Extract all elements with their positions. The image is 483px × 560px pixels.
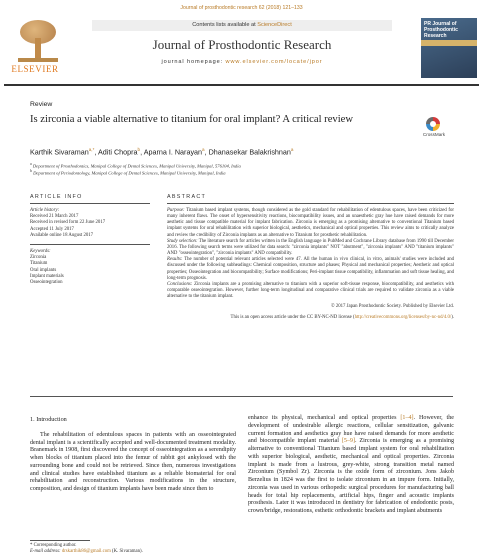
history-label: Article history: <box>30 208 60 213</box>
reference-link[interactable]: [5–9] <box>341 438 356 445</box>
contents-prefix: Contents lists available at <box>192 22 258 28</box>
history-item: Available online 18 August 2017 <box>30 232 94 238</box>
abstract-results-label: Results: <box>167 257 183 263</box>
keywords-label: Keywords: <box>30 249 51 255</box>
keywords-rule <box>30 244 150 245</box>
crossmark-icon <box>426 117 440 131</box>
journal-citation[interactable]: Journal of prosthodontic research 62 (2018) 121–133 <box>180 5 303 11</box>
affiliation-marker: b <box>30 169 32 173</box>
cover-title: PR Journal of Prosthodontic Research <box>424 21 458 39</box>
author-affiliation-marker[interactable]: a <box>290 147 294 152</box>
journal-masthead <box>0 16 483 78</box>
abstract-conclusions-text: Zirconia implants are a promising alternative to titanium with a superior soft-tissue response, biocompatibility, and aesthetics with comparable osseointegration. However, further long-term longitudinal and comparative clinical trials are required to validate zirconia as a viable alternative to the titanium implant. <box>167 281 454 300</box>
email-label: E-mail address: <box>30 549 62 554</box>
author-name[interactable]: Karthik Sivaraman <box>30 147 89 157</box>
abstract-body <box>167 208 454 321</box>
keyword: Titanium <box>30 261 48 267</box>
affiliation-text: Department of Periodontology, Manipal College of Dental Sciences, Manipal University, Manipal, India <box>33 170 226 176</box>
abstract-results <box>167 257 454 282</box>
body-paragraph <box>248 415 454 516</box>
article-type: Review <box>30 101 53 108</box>
footnote <box>30 543 143 555</box>
abstract-purpose <box>167 208 454 239</box>
author-name[interactable]: Aditi Chopra <box>97 147 138 157</box>
reference-link[interactable]: [1–4] <box>400 415 414 421</box>
history-item: Received in revised form 22 June 2017 <box>30 220 106 226</box>
journal-cover-thumbnail[interactable] <box>421 18 477 78</box>
author-name[interactable]: Aparna I. Narayan <box>143 147 203 157</box>
contents-line <box>92 20 392 31</box>
article-info <box>30 208 150 286</box>
elsevier-logo[interactable] <box>4 18 66 76</box>
email-line <box>30 549 143 555</box>
abstract-study-label: Study selection: <box>167 238 198 244</box>
body-text: . However, the development of undesirable allergic reactions, cellular sensitization, galvanic current formation and aesthetics gray hue have raised demands for more aesthetic and biocompatible implant material <box>248 415 454 445</box>
article-title: Is zirconia a viable alternative to titanium for oral implant? A critical review <box>30 114 353 125</box>
author-affiliation-marker[interactable]: b <box>137 147 141 152</box>
abstract-bottom-rule <box>30 396 453 397</box>
elsevier-tree-icon <box>18 20 58 62</box>
elsevier-wordmark: ELSEVIER <box>11 64 59 74</box>
abstract-conclusions-label: Conclusions: <box>167 281 193 287</box>
sciencedirect-link[interactable]: ScienceDirect <box>257 22 292 28</box>
article-info-rule <box>30 203 150 204</box>
license-notice <box>167 315 454 321</box>
homepage-link[interactable]: www.elsevier.com/locate/jpor <box>225 59 323 65</box>
abstract-study-selection <box>167 239 454 257</box>
email-suffix: (K. Sivaraman). <box>110 549 143 554</box>
masthead-divider <box>4 84 479 86</box>
abstract-results-text: The number of potential relevant articles selected were 47. All the human in vivo clinical, in vitro, animals' studies were included and discussed under the following subheadings: Chemical composition, structure and phases; Physical and mechanical properties; Aesthetic and optical properties; Osseointegration and biocompatibility; Surface modifications; Peri-implant tissue compatibility, inflammation and soft tissue healing, and long-term prognosis. <box>167 257 454 281</box>
footnote-rule <box>30 540 90 541</box>
body-left-column <box>30 416 236 494</box>
homepage-prefix: journal homepage: <box>161 59 226 65</box>
email-link[interactable]: drskarthik86@gmail.com <box>61 549 111 554</box>
copyright-notice: © 2017 Japan Prosthodontic Society. Published by Elsevier Ltd. <box>331 304 454 310</box>
abstract-purpose-label: Purpose: <box>167 208 185 213</box>
abstract-purpose-text: Titanium based implant systems, though considered as the gold standard for rehabilitation of edentulous spaces, have been criticized for many inherent flaws. The onset of hypersensitivity reactions, biocompatibility issues, and an unaesthetic gray hue have raised demands for more aesthetic and tissue compatible material for implant fabrication. Zirconia is emerging as a promising alternative to conventional Titanium based implant systems for oral rehabilitation with superior biological, aesthetics, mechanical and optical properties. This review aims to critically analyze and review the credibility of Zirconia implants as an alternative to Titanium for prosthetic rehabilitation. <box>167 208 454 238</box>
keyword: Osseointegration <box>30 280 63 286</box>
license-prefix: This is an open access article under the CC BY-NC-ND license ( <box>230 314 355 320</box>
keyword: Zirconia <box>30 255 47 261</box>
license-link[interactable]: http://creativecommons.org/licenses/by-nc-nd/4.0/ <box>354 314 452 320</box>
author-name[interactable]: Dhanasekar Balakrishnan <box>208 147 291 157</box>
author-list: Karthik Sivaraman$^{a,*}$, Aditi Chopra$^b$, Aparna I. Narayan$^a$, Dhanasekar Balakrishnan$^a$ <box>30 147 294 157</box>
body-text: enhance its physical, mechanical and optical properties <box>248 415 401 421</box>
corresponding-author-note: * Corresponding author. <box>30 543 77 548</box>
article-info-heading: ARTICLE INFO <box>30 194 83 200</box>
body-right-column <box>248 415 454 516</box>
history-item: Received 21 March 2017 <box>30 214 79 220</box>
abstract-study-text: The literature search for articles written in the English language in PubMed and Cochrane Library database from 1990 till December 2016. The following search terms were utilized for data search: "zirconia implants" NOT "abutment", "zirconia implants" AND "titanium implants" AND "osseointegration", "zirconia implants" AND compatibility. <box>167 238 454 257</box>
affiliation <box>30 162 241 169</box>
author-affiliation-marker[interactable]: a,* <box>88 147 95 152</box>
cover-band <box>421 40 477 46</box>
history-item: Accepted 11 July 2017 <box>30 226 74 232</box>
abstract-conclusions <box>167 282 454 300</box>
body-text: . Zirconia is emerging as a promising alternative to conventional Titanium based implant system for oral rehabilitation with superior biological, aesthetic, mechanical and optical properties. Zirconia implant is made from a lustrous, grey-white, strong transition metal named Zirconium (Symbol Zr). Zirconia is the oxide form of zirconium. Jons Jakob Berzelius in 1824 was the first to isolate zirconium in an impure form. Initially, zirconia was used in various orthopedic surgical procedures for manufacturing ball heads for total hip replacements, artificial hips, finger and acoustic implants prosthesis. Later it was introduced in dentistry for fabrication of endodontic posts, crown/bridge, restorations, esthetic orthodontic brackets and implant abutments <box>248 438 454 514</box>
body-paragraph: The rehabilitation of edentulous spaces in patients with an osseointegrated dental implant is a scientifically accepted and well-documented treatment modality. Branemark in 1908, first discovered the concept of osseointegration as a serendipity when blocks of titanium placed into the femur of rabbit got ankylosed with the surrounding bone and could not be retrieved. Since then, numerous investigations and clinical studies have established titanium as a reliable biomaterial for oral rehabilitation and reconstruction. Various modifications in the structure, composition, and design of titanium implants have been made since then to <box>30 431 236 492</box>
journal-header-center <box>92 20 392 65</box>
affiliation-marker: a <box>30 162 32 166</box>
abstract-rule <box>167 203 454 204</box>
license-suffix: ). <box>451 314 454 320</box>
journal-title: Journal of Prosthodontic Research <box>152 37 332 52</box>
keyword: Oral implants <box>30 267 57 273</box>
keyword: Implant materials <box>30 273 64 279</box>
section-heading: 1. Introduction <box>30 416 67 423</box>
abstract-heading: ABSTRACT <box>167 194 207 200</box>
affiliation <box>30 169 226 176</box>
author-affiliation-marker[interactable]: a <box>202 147 205 152</box>
crossmark-label: CrossMark <box>422 132 446 137</box>
crossmark-badge[interactable] <box>414 117 454 137</box>
affiliation-text: Department of Prosthodontics, Manipal College of Dental Sciences, Manipal University, Manipal, 576104, India <box>32 163 241 169</box>
journal-homepage <box>92 59 392 65</box>
